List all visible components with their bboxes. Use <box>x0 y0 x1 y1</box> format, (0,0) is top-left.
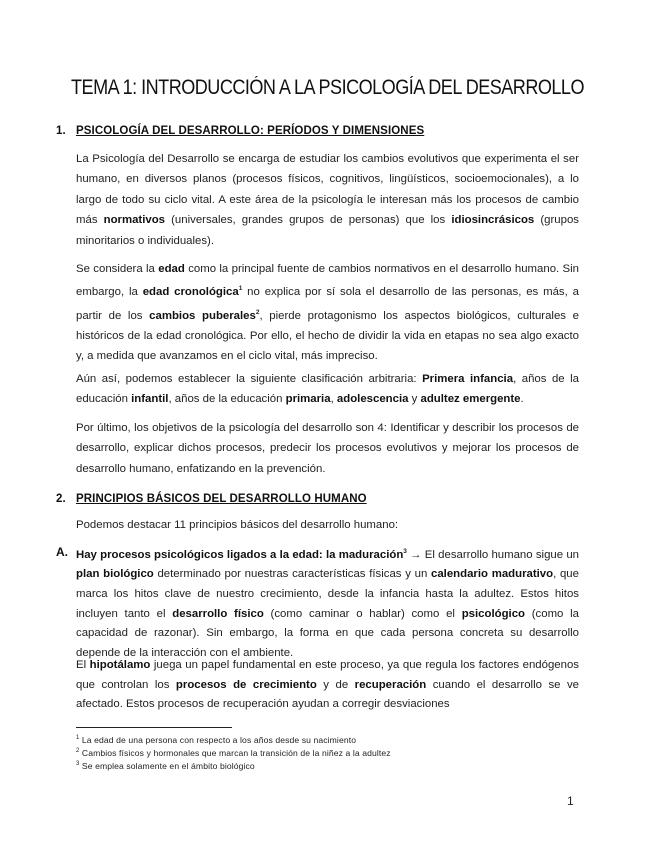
footnote-3: $^3$ Se emplea solamente en el ámbito biológico <box>76 760 255 771</box>
paragraph-2: Se considera la edad como la principal fuente de cambios normativos en el desarrollo humano. Sin embargo, la edad cronológica$^1$ no explica por sí sola el desarrollo de las personas, es más, a partir de los cambios puberales$^2$, pierde protagonismo los aspectos biológicos, culturales e históricos de la edad cronológica. Por ello, el hecho de dividir la vida en etapas no sea algo exacto y, a medida que avanzamos en el ciclo vital, más impreciso. <box>76 263 580 363</box>
footnote-2: $^2$ Cambios físicos y hormonales que marcan la transición de la niñez a la adultez <box>76 747 391 758</box>
section-2-intro: Podemos destacar 11 principios básicos del desarrollo humano: <box>76 519 399 531</box>
section-2-title: PRINCIPIOS BÁSICOS DEL DESARROLLO HUMANO <box>76 493 367 505</box>
section-2-heading <box>56 493 367 505</box>
section-1-number: 1. <box>56 125 66 137</box>
paragraph-1: La Psicología del Desarrollo se encarga de estudiar los cambios evolutivos que experimenta el ser humano, en diversos planos (procesos físicos, cognitivos, lingüísticos, socioemocionales), a lo largo de todo su ciclo vital. A este área de la psicología le interesan más los procesos de cambio más normativos (universales, grandes grupos de personas) que los idiosincrásicos (grupos minoritarios o individuales). <box>76 153 579 247</box>
section-2-number: 2. <box>56 493 66 505</box>
footnote-1: $^1$ La edad de una persona con respecto a los años desde su nacimiento <box>76 734 357 745</box>
page-title: TEMA 1: INTRODUCCIÓN A LA PSICOLOGÍA DEL DESARROLLO <box>71 76 584 99</box>
page-number: 1 <box>567 794 574 808</box>
item-a-letter: A. <box>56 545 68 559</box>
section-1-title: PSICOLOGÍA DEL DESARROLLO: PERÍODOS Y DIMENSIONES <box>76 125 425 137</box>
section-1-heading <box>56 125 424 137</box>
item-a-paragraph: Hay procesos psicológicos ligados a la edad: la maduración$^3$ → El desarrollo humano sigue un plan biológico determinado por nuestras características físicas y un calendario madurativo, que marca los hitos clave de nuestro crecimiento, desde la infancia hasta la adultez. Estos hitos incluyen tanto el desarrollo físico (como caminar o hablar) como el psicológico (como la capacidad de razonar). Sin embargo, la forma en que cada persona concreta su desarrollo depende de la interacción con el ambiente. <box>76 548 580 659</box>
item-a-paragraph-2: El hipotálamo juega un papel fundamental en este proceso, ya que regula los factores endógenos que controlan los procesos de crecimiento y de recuperación cuando el desarrollo se ve afectado. Estos procesos de recuperación ayudan a corregir desviaciones <box>76 659 579 711</box>
paragraph-4: Por último, los objetivos de la psicología del desarrollo son 4: Identificar y describir los procesos de desarrollo, explicar dichos procesos, predecir los procesos evolutivos y mejorar los procesos de desarrollo humano, enfatizando en la prevención. <box>76 422 579 475</box>
paragraph-3: Aún así, podemos establecer la siguiente clasificación arbitraria: Primera infancia, años de la educación infantil, años de la educación primaria, adolescencia y adultez emergente. <box>76 373 579 406</box>
footnote-separator <box>76 727 232 728</box>
